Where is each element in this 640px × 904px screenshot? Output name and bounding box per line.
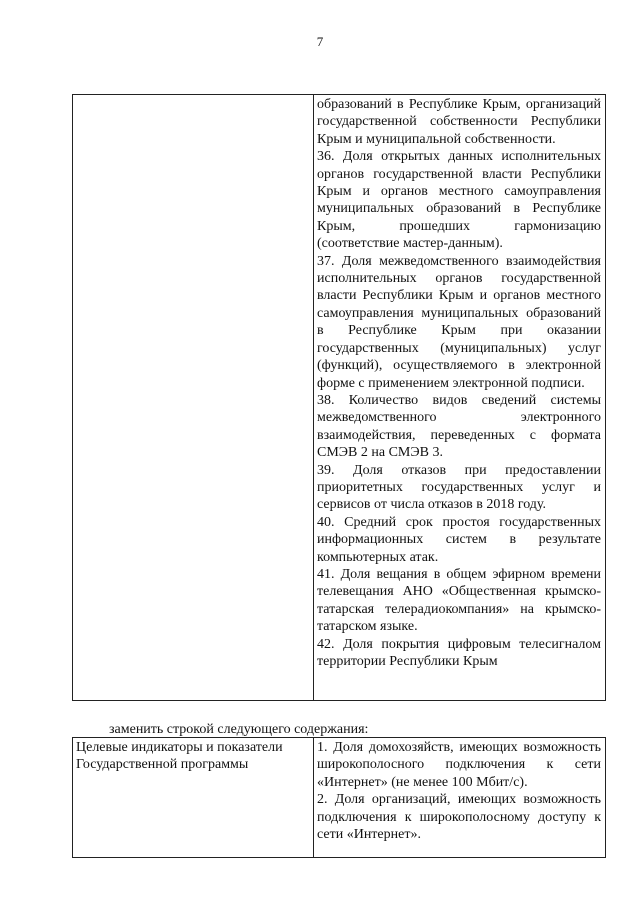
indicators-table-new	[72, 737, 606, 858]
list-item: 42. Доля покрытия цифровым телесигналом территории Республики Крым	[317, 636, 601, 669]
indicators-table-continued	[72, 94, 606, 701]
table-left-cell	[73, 95, 314, 701]
list-item: 2. Доля организаций, имеющих возможность подключения к широкополосному доступу к сети «Интернет».	[317, 792, 601, 843]
table-row	[73, 738, 606, 858]
list-item: 36. Доля открытых данных исполнительных органов государственной власти Республики Крым и органов местного самоуправления муниципальных образований в Республике Крым, прошедших гармонизацию (соответствие мастер-данным).	[317, 149, 601, 252]
list-item: 37. Доля межведомственного взаимодействия исполнительных органов государственной власти Республики Крым и органов местного самоуправления муниципальных образований в Республике Крым при оказании государственных (муниципальных) услуг (функций), осуществляемого в электронной форме с применением электронной подписи.	[317, 253, 601, 391]
list-item: 40. Средний срок простоя государственных информационных систем в результате компьютерных атак.	[317, 514, 601, 565]
list-item: 41. Доля вещания в общем эфирном времени телевещания АНО «Общественная крымско-татарская телерадиокомпания» на крымско-татарском языке.	[317, 566, 601, 635]
indicators-label-line: Государственной программы	[76, 757, 249, 773]
list-item: 38. Количество видов сведений системы межведомственного электронного взаимодействия, переведенных с формата СМЭВ 2 на СМЭВ 3.	[317, 392, 601, 461]
replacement-instruction: заменить строкой следующего содержания:	[109, 722, 369, 737]
page-number: 7	[316, 34, 324, 49]
table-right-cell	[314, 95, 606, 701]
list-item: 39. Доля отказов при предоставлении приоритетных государственных услуг и сервисов от числа отказов в 2018 году.	[317, 462, 601, 513]
indicators-label-cell	[73, 738, 314, 858]
indicators-label-line: Целевые индикаторы и показатели	[76, 740, 283, 755]
list-item: 1. Доля домохозяйств, имеющих возможность широкополосного подключения к сети «Интернет» (не менее 100 Мбит/с).	[317, 740, 601, 790]
table-row	[73, 95, 606, 701]
indicators-list-cell	[314, 738, 606, 858]
list-item: образований в Республике Крым, организаций государственной собственности Республики Крым и муниципальной собственности.	[317, 97, 601, 147]
